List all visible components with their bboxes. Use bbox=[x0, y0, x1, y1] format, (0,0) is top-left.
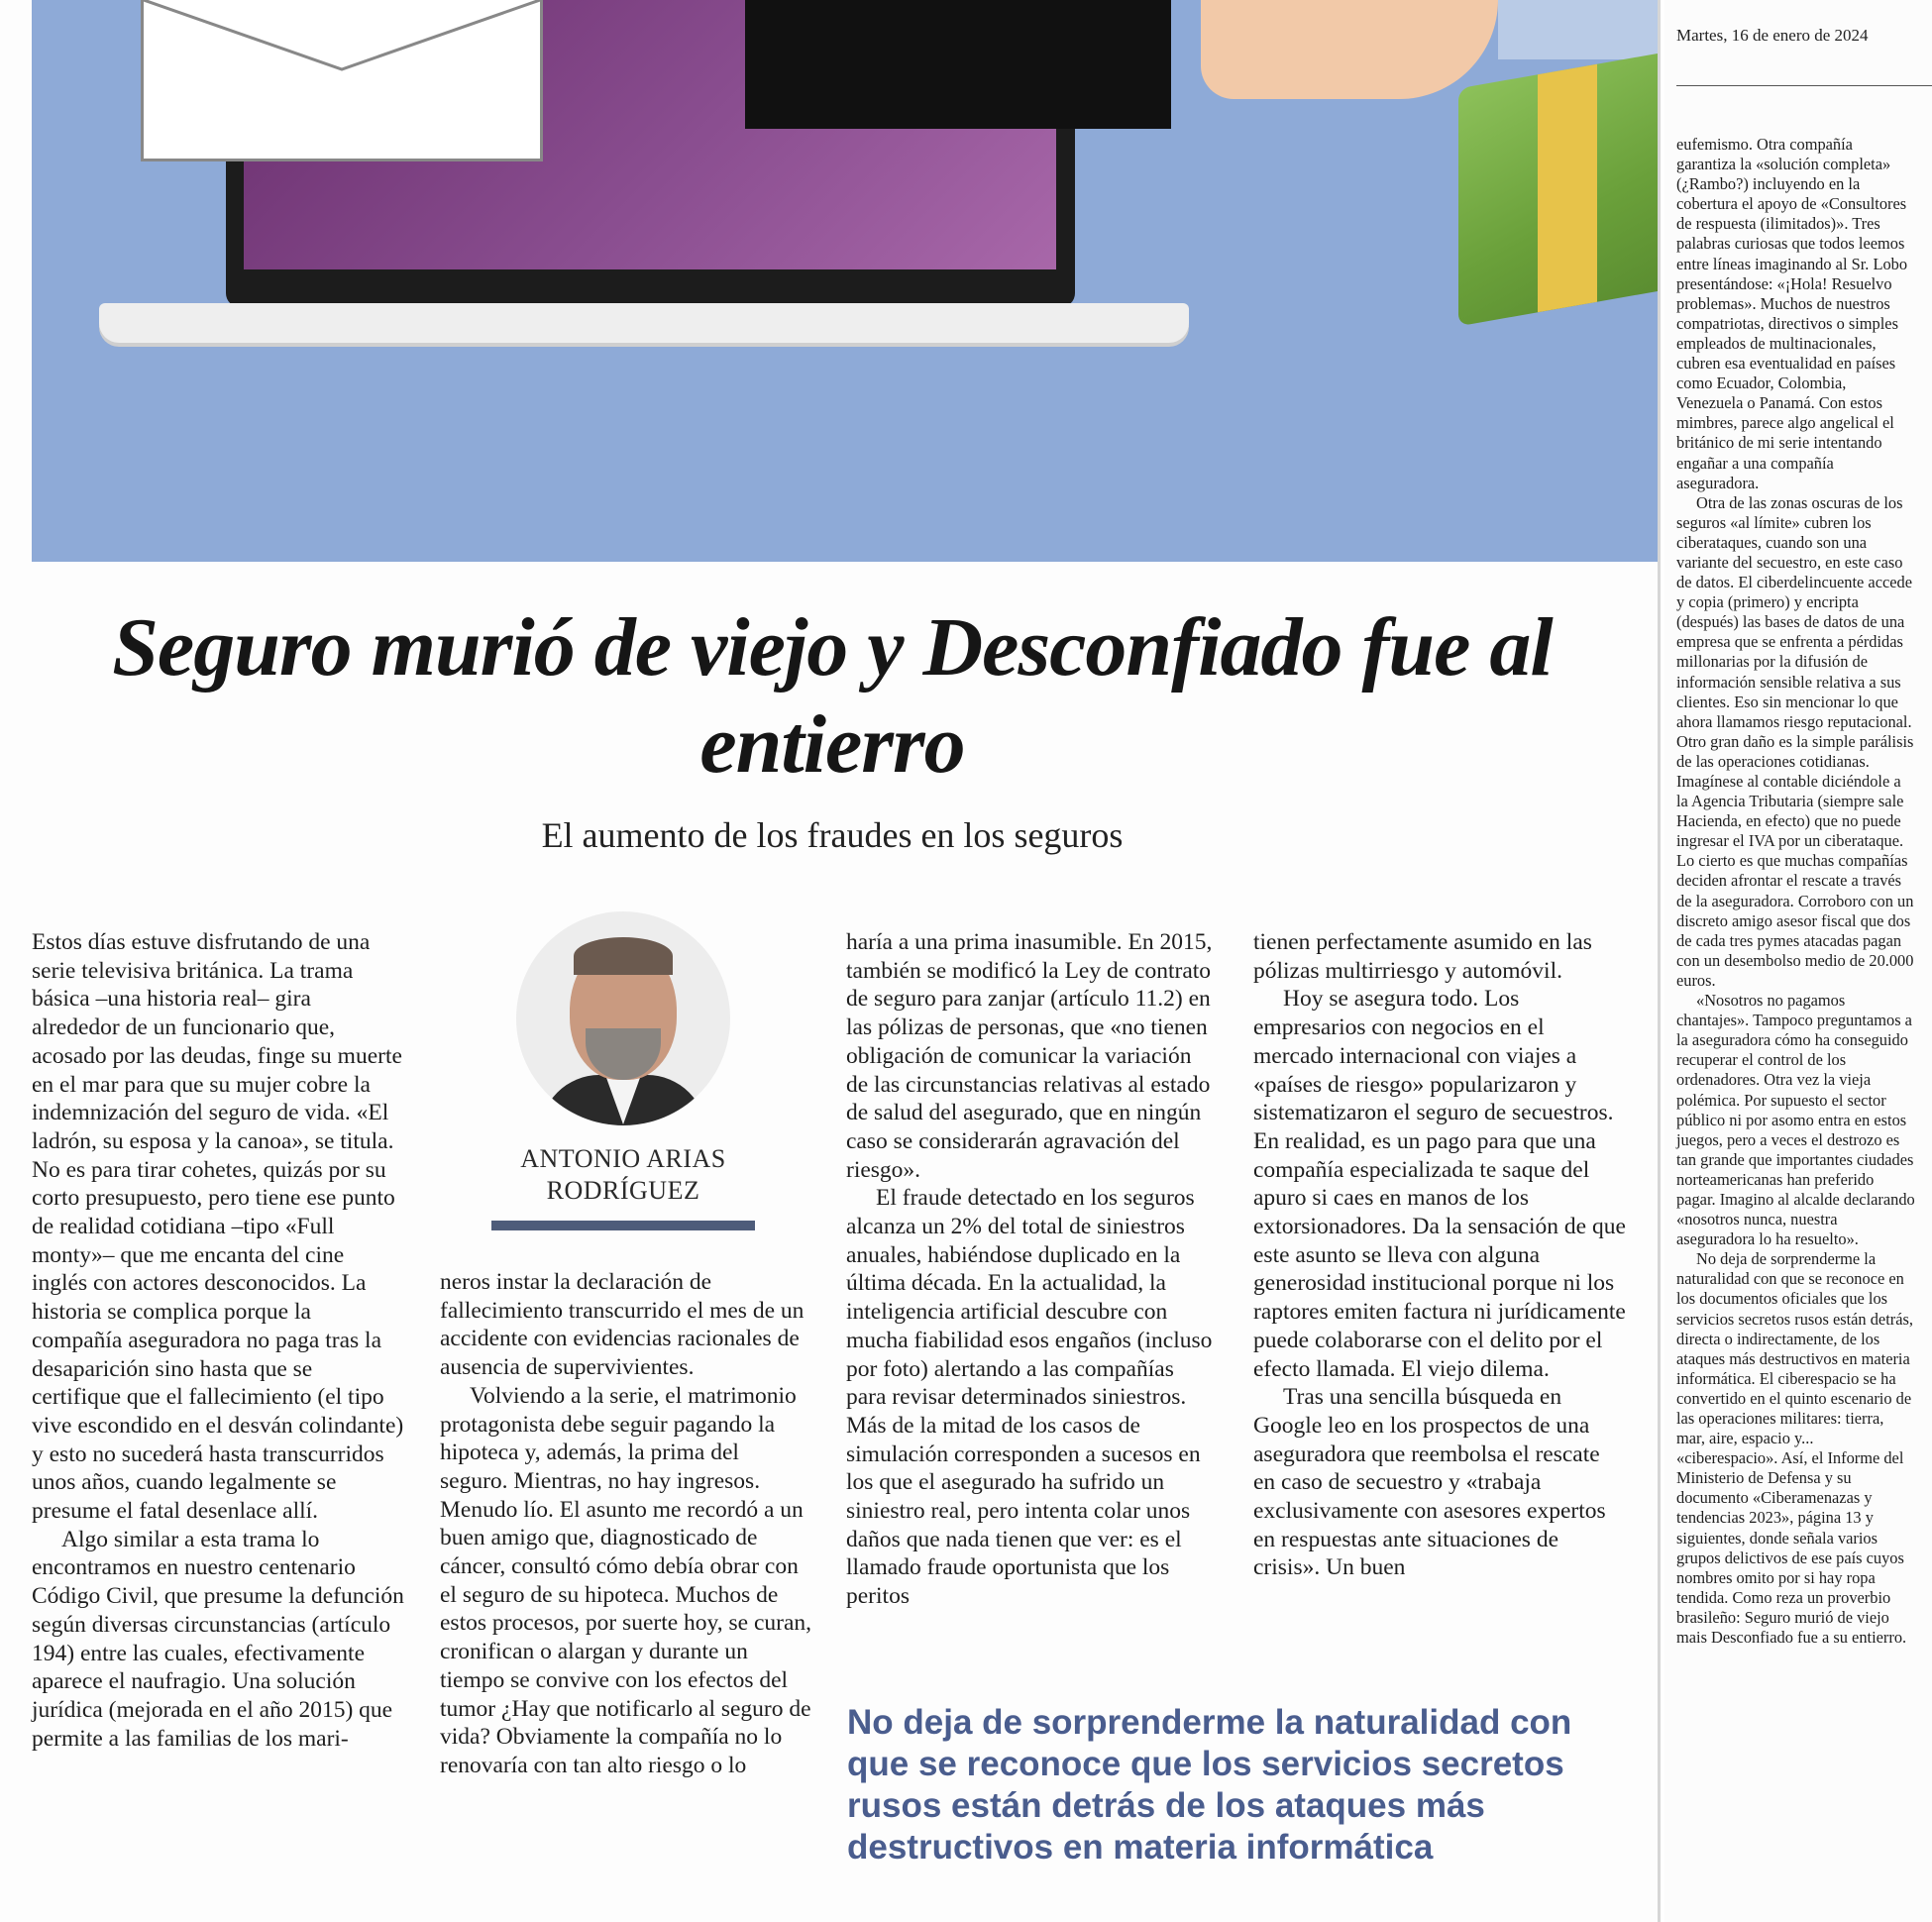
paragraph: «Nosotros no pagamos chantajes». Tampoco preguntamos a la aseguradora cómo ha conseguido recuperar el control de los ordenadores. Otra vez la vieja polémica. Por supuesto el sector público ni por asomo entra en estos juegos, pero a veces el destrozo es tan grande que importantes ciudades norteamericanas han preferido pagar. Imagino al alcalde declarando «nosotros nunca, nuestra aseguradora lo ha resuelto». bbox=[1676, 991, 1915, 1249]
article-column-3 bbox=[846, 928, 1219, 1611]
hand-graphic bbox=[1201, 0, 1498, 99]
paragraph: Hoy se asegura todo. Los empresarios con negocios en el mercado internacional con viajes a «países de riesgo» popularizaron y sistematizaron el seguro de secuestros. En realidad, es un pago para que una compañía especializada te saque del apuro si caes en manos de los extorsionadores. Da la sensación de que este asunto se lleva con alguna generosidad institucional porque ni los raptores emiten factura ni jurídicamente puede colaborarse con el delito por el efecto llamada. El viejo dilema. bbox=[1253, 986, 1626, 1382]
paragraph: Otra de las zonas oscuras de los seguros «al límite» cubren los ciberataques, cuando son una variante del secuestro, en este caso de datos. El ciberdelincuente accede y copia (primero) y encripta (después) las bases de datos de una empresa que se enfrenta a pérdidas millonarias por la difusión de información sensible relativa a sus clientes. Eso sin mencionar lo que ahora llamamos riesgo reputacional. Otro gran daño es la simple parálisis de las operaciones cotidianas. Imagínese al contable diciéndole a la Agencia Tributaria (siempre sale Hacienda, en efecto) que no puede ingresar el IVA por un ciberataque. Lo cierto es que muchas compañías deciden afrontar el rescate a través de la aseguradora. Corroboro con un discreto amigo asesor fiscal que dos de cada tres pymes atacadas pagan con un desembolso medio de 20.000 euros. bbox=[1676, 492, 1914, 990]
header-divider bbox=[1676, 85, 1932, 86]
author-name: ANTONIO ARIAS RODRÍGUEZ bbox=[520, 1144, 726, 1205]
continuation-column bbox=[1676, 135, 1916, 1648]
money-stack-icon bbox=[1458, 51, 1658, 327]
paragraph: eufemismo. Otra compañía garantiza la «solución completa» (¿Rambo?) incluyendo en la cobertura el apoyo de «Consultores de respuesta (ilimitados)». Tres palabras curiosas que todos leemos entre líneas imaginando al Sr. Lobo presentándose: «¡Hola! Resuelvo problemas». Muchos de nuestros compatriotas, directivos o simples empleados de multinacionales, cubren esa eventualidad en países como Ecuador, Colombia, Venezuela o Panamá. Con estos mimbres, parece algo angelical el británico de mi serie intentando engañar a una compañía aseguradora. bbox=[1676, 135, 1908, 492]
page-date: Martes, 16 de enero de 2024 bbox=[1676, 26, 1869, 45]
paragraph: El fraude detectado en los seguros alcanza un 2% del total de siniestros anuales, habiéndose duplicado en la última década. En la actualidad, la inteligencia artificial descubre con mucha fiabilidad esos engaños (incluso por foto) alertando a las compañías para revisar determinados siniestros. Más de la mitad de los casos de simulación corresponden a sucesos en los que el asegurado ha sufrido un siniestro real, pero intenta colar unos daños que nada tienen que ver: es el llamado fraude oportunista que los peritos bbox=[846, 1185, 1213, 1610]
paragraph: Algo similar a esta trama lo encontramos en nuestro centenario Código Civil, que presume la defunción según diversas circunstancias (artículo 194) entre las cuales, efectivamente aparece el naufragio. Una solución jurídica (mejorada en el año 2015) que permite a las familias de los mari- bbox=[32, 1526, 404, 1752]
paragraph: Volviendo a la serie, el matrimonio protagonista debe seguir pagando la hipoteca y, además, la prima del seguro. Mientras, no hay ingresos. Menudo lío. El asunto me recordó a un buen amigo que, diagnosticado de cáncer, consultó cómo debía obrar con el seguro de su hipoteca. Muchos de estos procesos, por suerte hoy, se curan, cronifican o alargan y durante un tiempo se convive con los efectos del tumor ¿Hay que notificarlo al seguro de vida? Obviamente la compañía no lo renovaría con tan alto riesgo o lo bbox=[440, 1382, 812, 1778]
pull-quote: No deja de sorprenderme la naturalidad con que se reconoce que los servicios secretos rusos están detrás de los ataques más destructivos en materia informática bbox=[847, 1703, 1572, 1867]
article-column-4 bbox=[1253, 928, 1626, 1582]
article-illustration bbox=[32, 0, 1658, 562]
paragraph: tienen perfectamente asumido en las pólizas multirriesgo y automóvil. bbox=[1253, 929, 1592, 984]
paragraph: haría a una prima inasumible. En 2015, también se modificó la Ley de contrato de seguro para zanjar (artículo 11.2) en las pólizas de personas, que «no tienen obligación de comunicar la variación de las circunstancias relativas al estado de salud del asegurado, que en ningún caso se considerarán agravación del riesgo». bbox=[846, 929, 1213, 1183]
laptop-base-graphic bbox=[99, 303, 1189, 343]
author-divider bbox=[491, 1221, 755, 1230]
paragraph: neros instar la declaración de fallecimiento transcurrido el mes de un accidente con evidencias racionales de ausencia de supervivientes. bbox=[440, 1269, 805, 1381]
author-box bbox=[489, 911, 757, 1230]
paragraph: No deja de sorprenderme la naturalidad con que se reconoce en los documentos oficiales que los servicios secretos rusos están detrás, directa o indirectamente, de los ataques más destructivos en materia informática. El ciberespacio se ha convertido en el quinto escenario de las operaciones militares: tierra, mar, aire, espacio y... «ciberespacio». Así, el Informe del Ministerio de Defensa y su documento «Ciberamenazas y tendencias 2023», página 13 y siguientes, donde señala varios grupos delictivos de ese país cuyos nombres omito por si hay ropa tendida. Como reza un proverbio brasileño: Seguro murió de viejo mais Desconfiado fue a su entierro. bbox=[1676, 1249, 1913, 1648]
author-avatar bbox=[516, 911, 730, 1125]
article-headline: Seguro murió de viejo y Desconfiado fue al entierro bbox=[112, 601, 1553, 791]
envelope-icon bbox=[141, 0, 543, 161]
article-subheadline: El aumento de los fraudes en los seguros bbox=[541, 815, 1124, 855]
paragraph: Estos días estuve disfrutando de una serie televisiva británica. La trama básica –una historia real– gira alrededor de un funcionario que, acosado por las deudas, finge su muerte en el mar para que su mujer cobre la indemnización del seguro de vida. «El ladrón, su esposa y la canoa», se titula. No es para tirar cohetes, quizás por su corto presupuesto, pero tiene ese punto de realidad cotidiana –tipo «Full monty»– que me encanta del cine inglés con actores desconocidos. La historia se complica porque la compañía aseguradora no paga tras la desaparición sino hasta que se certifique que el fallecimiento (el tipo vive escondido en el desván colindante) y esto no sucederá hasta transcurridos unos años, cuando legalmente se presume el fatal desenlace allí. bbox=[32, 929, 404, 1525]
article-column-1 bbox=[32, 928, 404, 1753]
credit-card-graphic bbox=[1498, 0, 1658, 59]
paragraph: Tras una sencilla búsqueda en Google leo en los prospectos de una aseguradora que reembolsa el rescate en caso de secuestro y «trabaja exclusivamente con asesores expertos en respuestas ante situaciones de crisis». Un buen bbox=[1253, 1384, 1606, 1581]
article-column-2 bbox=[440, 1268, 812, 1780]
